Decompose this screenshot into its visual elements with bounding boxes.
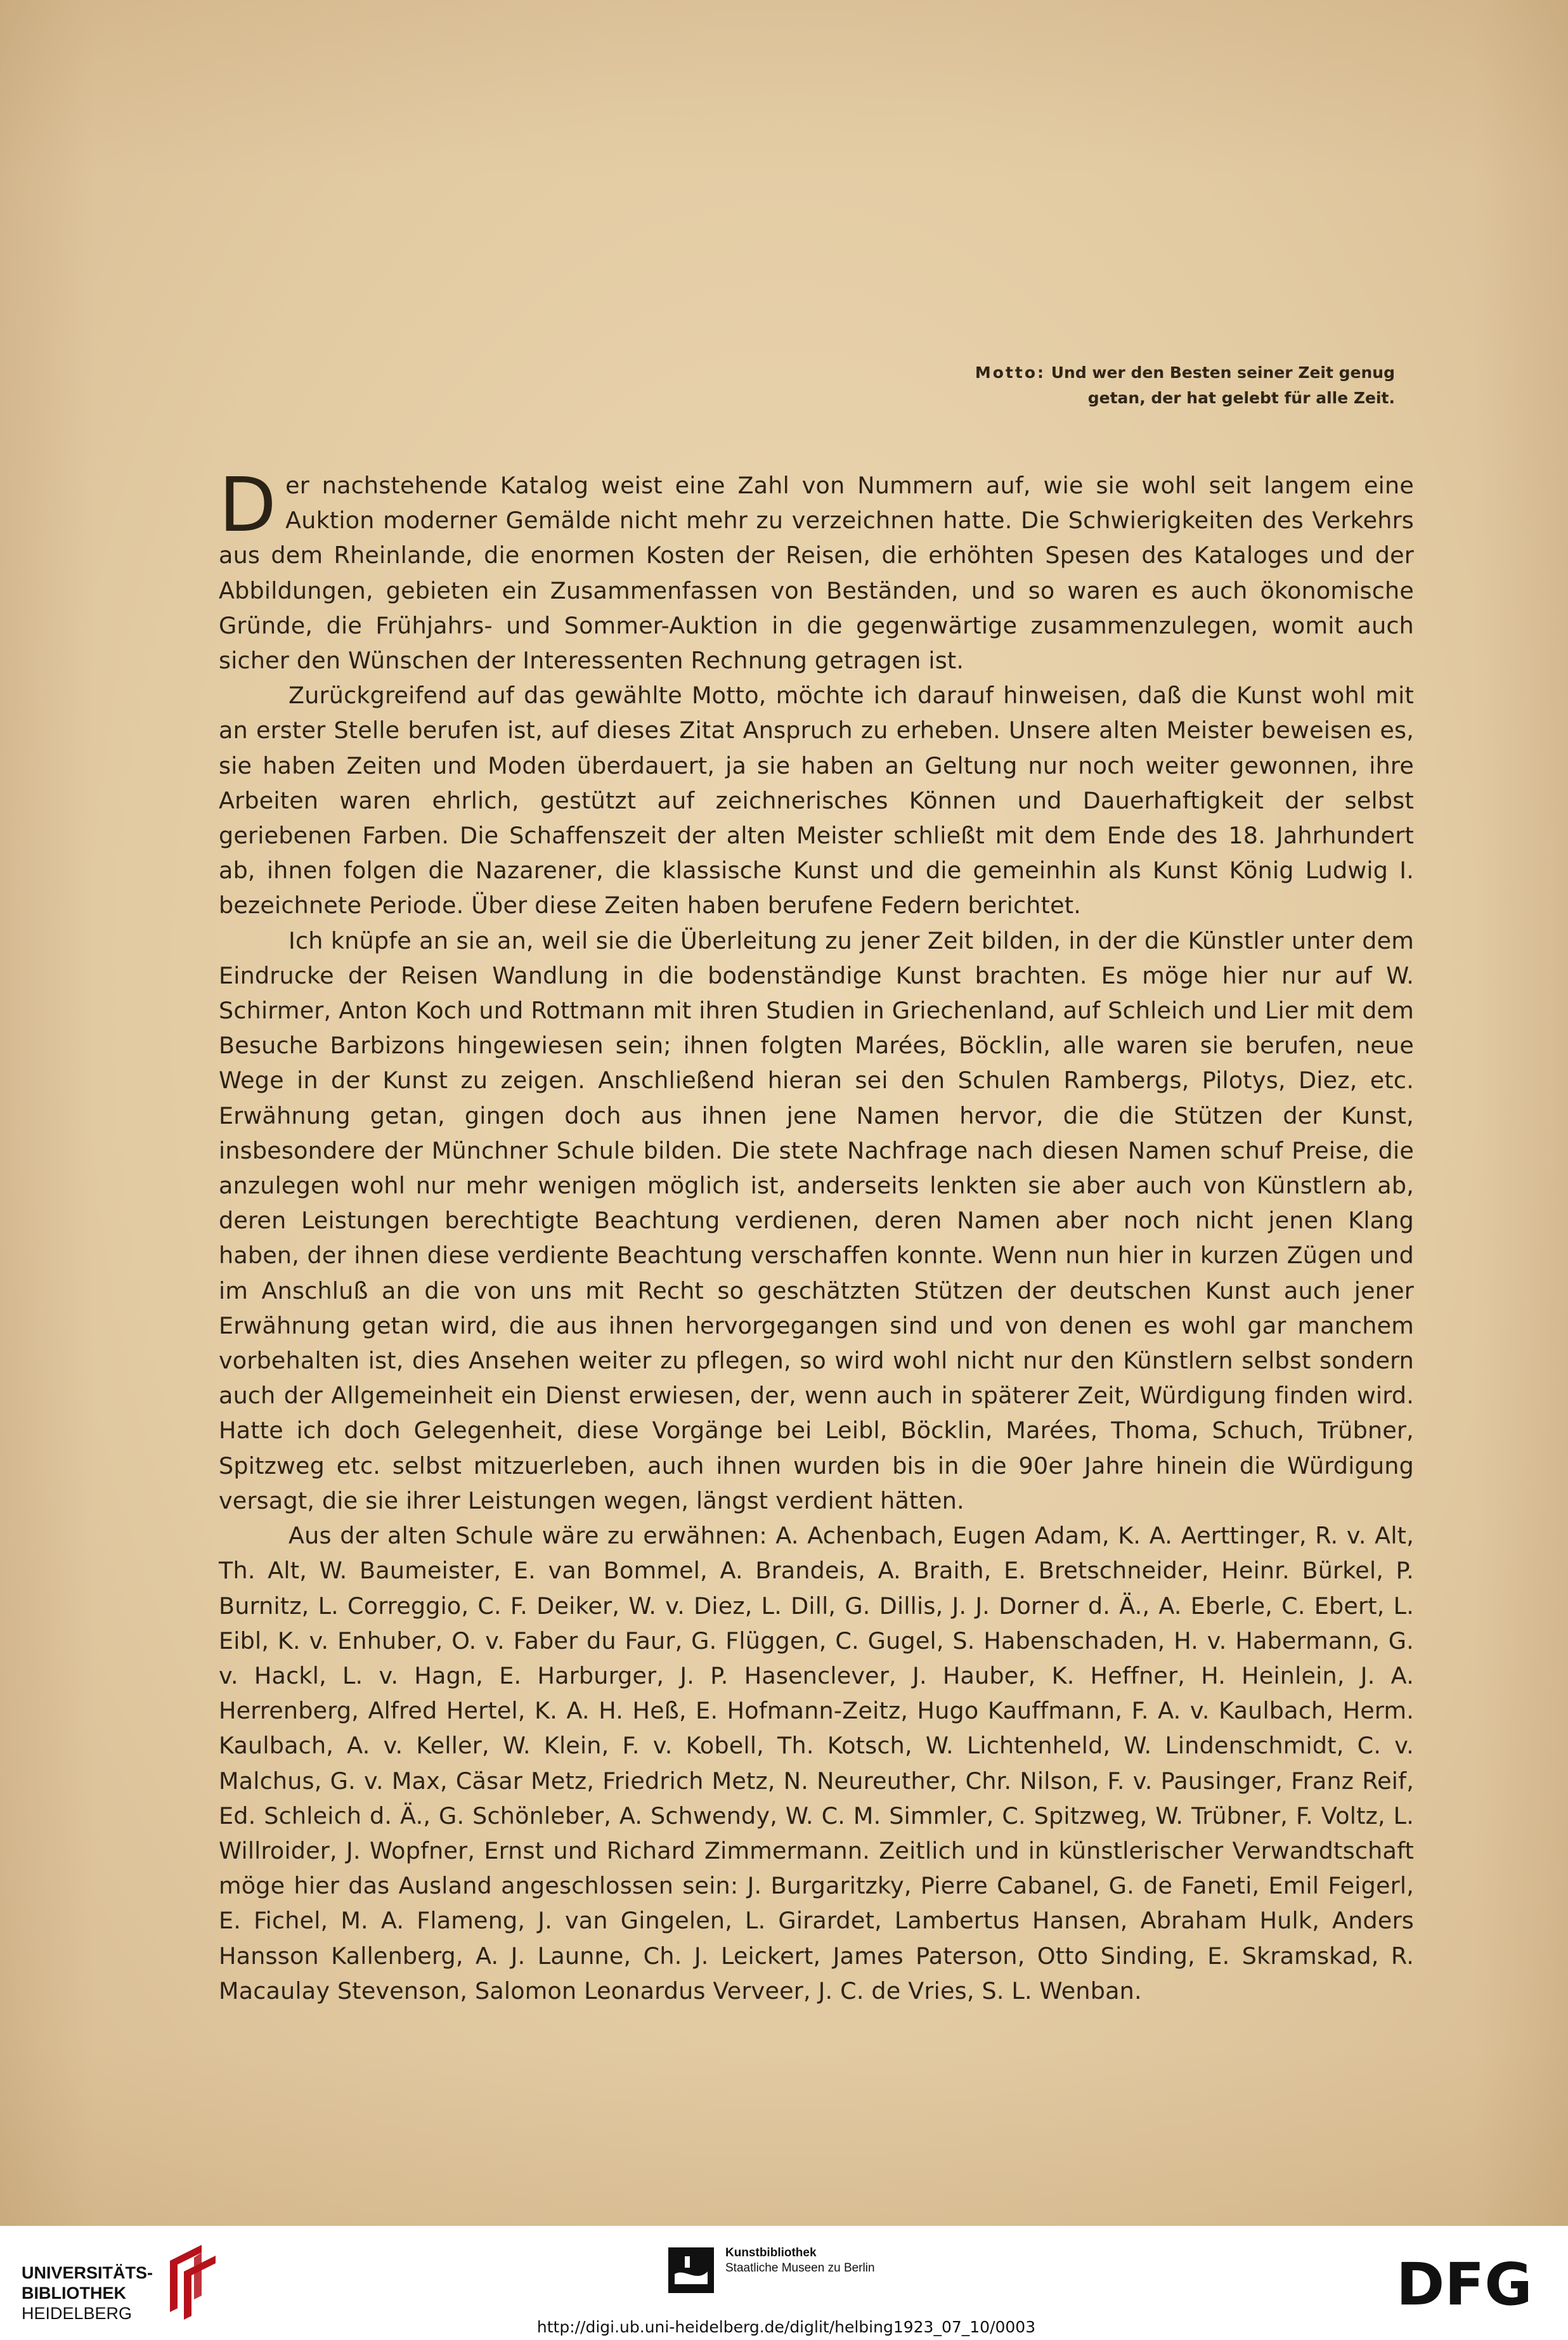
body-text bbox=[219, 461, 1414, 2008]
motto-line-1: Und wer den Besten seiner Zeit genug bbox=[1051, 363, 1395, 382]
paragraph-1-text: er nachstehende Katalog weist eine Zahl von Nummern auf, wie sie wohl seit langem eine Auktion moderner Gemälde nicht mehr zu verzeichnen hatte. Die Schwierigkeiten des Verkehrs aus dem Rheinlande, die enormen Kosten der Reisen, die erhöhten Spesen des Kataloges und der Abbildungen, gebieten ein Zusammenfassen von Beständen, und so waren es auch ökonomische Gründe, die Frühjahrs- und Sommer-Auktion in die gegenwärtige zusammenzulegen, womit auch sicher den Wünschen der Interessenten Rechnung getragen ist. bbox=[219, 472, 1414, 675]
paragraph-3: Ich knüpfe an sie an, weil sie die Überleitung zu jener Zeit bilden, in der die Künstler unter dem Eindrucke der Reisen Wandlung in die bodenständige Kunst brachten. Es möge hier nur auf W. Schirmer, Anton Koch und Rottmann mit ihren Studien in Griechenland, auf Schleich und Lier mit dem Besuche Barbizons hingewiesen sein; ihnen folgten Marées, Böcklin, alle waren sie berufen, neue Wege in der Kunst zu zeigen. Anschließend hieran sei den Schulen Rambergs, Pilotys, Diez, etc. Erwähnung getan, gingen doch aus ihnen jene Namen hervor, die die Stützen der Kunst, insbesondere der Münchner Schule bilden. Die stete Nachfrage nach diesen Namen schuf Preise, die anzulegen wohl nur mehr wenigen möglich ist, anderseits lenkten sie aber auch von Künstlern ab, deren Leistungen berechtigte Beachtung verdienen, deren Namen aber noch nicht jenen Klang haben, der ihnen diese verdiente Beachtung verschaffen konnte. Wenn nun hier in kurzen Zügen und im Anschluß an die von uns mit Recht so geschätzten Stützen der deutschen Kunst auch jener Erwähnung getan wird, die aus ihnen hervorgegangen sind und von denen es wohl gar manchem vorbehalten ist, dies Ansehen weiter zu pflegen, so wird wohl nicht nur den Künstlern selbst sondern auch der Allgemeinheit ein Dienst erwiesen, der, wenn auch in späterer Zeit, Würdigung finden wird. Hatte ich doch Gelegenheit, diese Vorgänge bei Leibl, Böcklin, Marées, Thoma, Schuch, Trübner, Spitzweg etc. selbst mitzuerleben, auch ihnen wurden bis in die 90er Jahre hinein die Würdigung versagt, die sie ihrer Leistungen wegen, längst verdient hätten. bbox=[219, 926, 1414, 1514]
paragraph-2: Zurückgreifend auf das gewählte Motto, möchte ich darauf hinweisen, daß die Kunst wohl mit an erster Stelle berufen ist, auf dieses Zitat Anspruch zu erheben. Unsere alten Meister beweisen es, sie haben Zeiten und Moden überdauert, ja sie haben an Geltung nur noch weiter gewonnen, ihre Arbeiten waren ehrlich, gestützt auf zeichnerisches Können und Dauerhaftigkeit der selbst geriebenen Farben. Die Schaffenszeit der alten Meister schließt mit dem Ende des 18. Jahrhundert ab, ihnen folgen die Nazarener, die klassische Kunst und die gemeinhin als Kunst König Ludwig I. bezeichnete Periode. Über diese Zeiten haben berufene Federn berichtet. bbox=[219, 682, 1414, 920]
ub-line-1: UNIVERSITÄTS- bbox=[22, 2263, 153, 2282]
paragraph-4: Aus der alten Schule wäre zu erwähnen: A. Achenbach, Eugen Adam, K. A. Aerttinger, R. v. Alt, Th. Alt, W. Baumeister, E. van Bommel, A. Brandeis, A. Braith, E. Bretschneider, Heinr. Bürkel, P. Burnitz, L. Correggio, C. F. Deiker, W. v. Diez, L. Dill, G. Dillis, J. J. Dorner d. Ä., A. Eberle, C. Ebert, L. Eibl, K. v. Enhuber, O. v. Faber du Faur, G. Flüggen, C. Gugel, S. Habenschaden, H. v. Habermann, G. v. Hackl, L. v. Hagn, E. Harburger, J. P. Hasenclever, J. Hauber, K. Heffner, H. Heinlein, J. A. Herrenberg, Alfred Hertel, K. A. H. Heß, E. Hofmann-Zeitz, Hugo Kauffmann, F. A. v. Kaulbach, Herm. Kaulbach, A. v. Keller, W. Klein, F. v. Kobell, Th. Kotsch, W. Lichtenheld, W. Lindenschmidt, C. v. Malchus, G. v. Max, Cäsar Metz, Friedrich Metz, N. Neureuther, Chr. Nilson, F. v. Pausinger, Franz Reif, Ed. Schleich d. Ä., G. Schönleber, A. Schwendy, W. C. M. Simmler, C. Spitzweg, W. Trübner, F. Voltz, L. Willroider, J. Wopfner, Ernst und Richard Zimmermann. Zeitlich und in künstlerischer Verwandtschaft möge hier das Ausland angeschlossen sein: J. Burgaritzky, Pierre Cabanel, G. de Faneti, Emil Feigerl, E. Fichel, M. A. Flameng, J. van Gingelen, L. Girardet, Lambertus Hansen, Abraham Hulk, Anders Hansson Kallenberg, A. J. Launne, Ch. J. Leickert, James Paterson, Otto Sinding, E. Skramskad, R. Macaulay Stevenson, Salomon Leonardus Verveer, J. C. de Vries, S. L. Wenban. bbox=[219, 1522, 1414, 2005]
dfg-logo-text: DFG bbox=[1396, 2255, 1532, 2312]
source-url[interactable]: http://digi.ub.uni-heidelberg.de/diglit/helbing1923_07_10/0003 bbox=[536, 2318, 1036, 2336]
ub-line-3: HEIDELBERG bbox=[22, 2304, 133, 2323]
motto-label: Motto: bbox=[975, 363, 1046, 382]
ub-heidelberg-logo-text bbox=[22, 2263, 153, 2324]
paragraph-1 bbox=[219, 461, 1414, 678]
kunstbibliothek-logo-icon bbox=[666, 2245, 716, 2296]
kb-line-1: Kunstbibliothek bbox=[725, 2246, 817, 2259]
dfg-logo bbox=[1396, 2255, 1548, 2312]
kunstbibliothek-logo-text bbox=[725, 2246, 875, 2276]
kb-line-2: Staatliche Museen zu Berlin bbox=[725, 2261, 875, 2275]
motto-line-2: getan, der hat gelebt für alle Zeit. bbox=[1087, 389, 1395, 407]
ub-heidelberg-logo-icon bbox=[157, 2239, 227, 2321]
drop-cap: D bbox=[219, 461, 277, 549]
motto bbox=[888, 360, 1395, 411]
ub-line-2: BIBLIOTHEK bbox=[22, 2284, 126, 2303]
